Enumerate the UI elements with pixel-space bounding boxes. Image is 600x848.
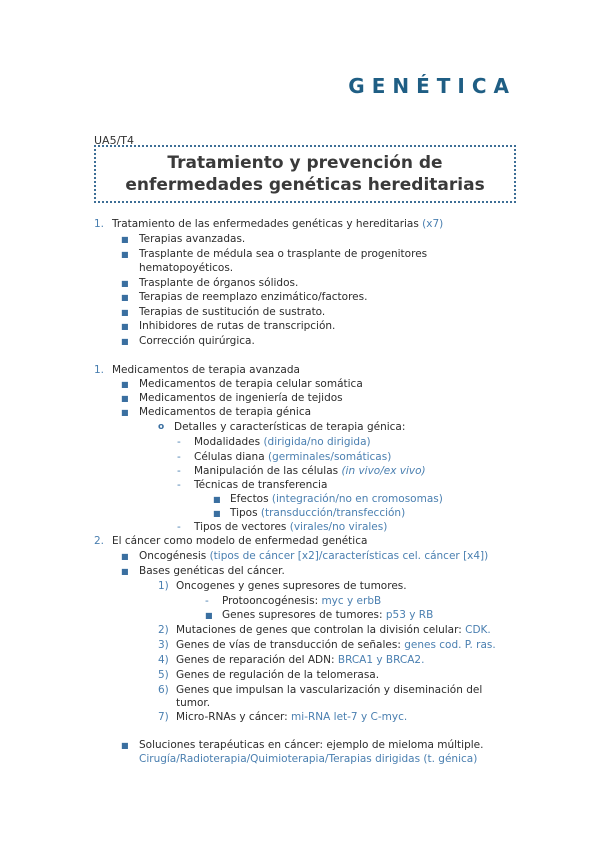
item-number: 4): [158, 654, 169, 666]
item-number: 5): [158, 669, 169, 681]
dash-icon: -: [177, 465, 181, 477]
title-box: [94, 145, 516, 203]
numbered-item: Genes de vías de transducción de señales: genes cod. P. ras.: [176, 639, 496, 651]
item-number: 3): [158, 639, 169, 651]
list-item: Soluciones terapéuticas en cáncer: ejemplo de mieloma múltiple.: [139, 739, 484, 751]
list-item: Terapias avanzadas.: [139, 233, 246, 245]
detail-item: Tipos (transducción/transfección): [230, 507, 406, 519]
bullet-icon: ■: [213, 509, 221, 518]
list-item: Terapias de reemplazo enzimático/factores.: [139, 291, 368, 303]
sub-heading: Detalles y características de terapia génica:: [174, 421, 406, 433]
page-title: Tratamiento y prevención de enfermedades genéticas hereditarias: [125, 153, 485, 195]
list-item: Inhibidores de rutas de transcripción.: [139, 320, 336, 332]
list-item: Corrección quirúrgica.: [139, 335, 255, 347]
detail-item: Efectos (integración/no en cromosomas): [230, 493, 443, 505]
item-number: 1): [158, 580, 169, 592]
numbered-item: Genes de regulación de la telomerasa.: [176, 669, 380, 681]
dash-icon: -: [177, 451, 181, 463]
bullet-icon: ■: [121, 308, 129, 317]
list-item: Bases genéticas del cáncer.: [139, 565, 285, 577]
subject-header: GENÉTICA: [348, 74, 516, 98]
circle-bullet-icon: o: [158, 422, 165, 432]
bullet-icon: ■: [121, 235, 129, 244]
numbered-item: Oncogenes y genes supresores de tumores.: [176, 580, 407, 592]
item-number: 2): [158, 624, 169, 636]
bullet-icon: ■: [121, 394, 129, 403]
section-heading: Medicamentos de terapia avanzada: [112, 364, 300, 376]
section-heading: Tratamiento de las enfermedades genéticas y hereditarias (x7): [112, 218, 444, 230]
numbered-item: Mutaciones de genes que controlan la división celular: CDK.: [176, 624, 491, 636]
list-item: Trasplante de órganos sólidos.: [139, 277, 299, 289]
bullet-icon: ■: [121, 322, 129, 331]
bullet-icon: ■: [121, 741, 129, 750]
dash-icon: -: [177, 436, 181, 448]
bullet-icon: ■: [121, 279, 129, 288]
bullet-icon: ■: [121, 250, 129, 259]
detail-item: Manipulación de las células (in vivo/ex vivo): [194, 465, 426, 477]
bullet-icon: ■: [121, 293, 129, 302]
section-heading: El cáncer como modelo de enfermedad genética: [112, 535, 368, 547]
section-number: 1.: [94, 364, 105, 376]
dash-icon: -: [177, 521, 181, 533]
list-item: Oncogénesis (tipos de cáncer [x2]/características cel. cáncer [x4]): [139, 550, 489, 562]
section-number: 2.: [94, 535, 105, 547]
detail-item: Tipos de vectores (virales/no virales): [194, 521, 388, 533]
detail-item: Modalidades (dirigida/no dirigida): [194, 436, 371, 448]
dash-icon: -: [177, 479, 181, 491]
item-number: 7): [158, 711, 169, 723]
unit-label: UA5/T4: [94, 134, 134, 147]
bullet-icon: ■: [121, 567, 129, 576]
numbered-item: Micro-RNAs y cáncer: mi-RNA let-7 y C-myc.: [176, 711, 408, 723]
section-number: 1.: [94, 218, 105, 230]
dash-icon: -: [205, 595, 209, 607]
list-item-continuation: Cirugía/Radioterapia/Quimioterapia/Terapias dirigidas (t. génica): [139, 753, 478, 765]
numbered-item: tumor.: [176, 697, 211, 709]
detail-item: Protooncogénesis: myc y erbB: [222, 595, 382, 607]
bullet-icon: ■: [121, 408, 129, 417]
list-item: Medicamentos de terapia celular somática: [139, 378, 363, 390]
bullet-icon: ■: [205, 611, 213, 620]
bullet-icon: ■: [121, 337, 129, 346]
numbered-item: Genes que impulsan la vascularización y diseminación del: [176, 684, 483, 696]
list-item: Terapias de sustitución de sustrato.: [139, 306, 326, 318]
detail-item: Genes supresores de tumores: p53 y RB: [222, 609, 434, 621]
detail-item: Células diana (germinales/somáticas): [194, 451, 392, 463]
bullet-icon: ■: [213, 495, 221, 504]
detail-item: Técnicas de transferencia: [194, 479, 328, 491]
list-item: Medicamentos de ingeniería de tejidos: [139, 392, 343, 404]
bullet-icon: ■: [121, 380, 129, 389]
list-item: hematopoyéticos.: [139, 262, 234, 274]
numbered-item: Genes de reparación del ADN: BRCA1 y BRCA2.: [176, 654, 425, 666]
bullet-icon: ■: [121, 552, 129, 561]
item-number: 6): [158, 684, 169, 696]
list-item: Trasplante de médula sea o trasplante de progenitores: [139, 248, 428, 260]
list-item: Medicamentos de terapia génica: [139, 406, 312, 418]
